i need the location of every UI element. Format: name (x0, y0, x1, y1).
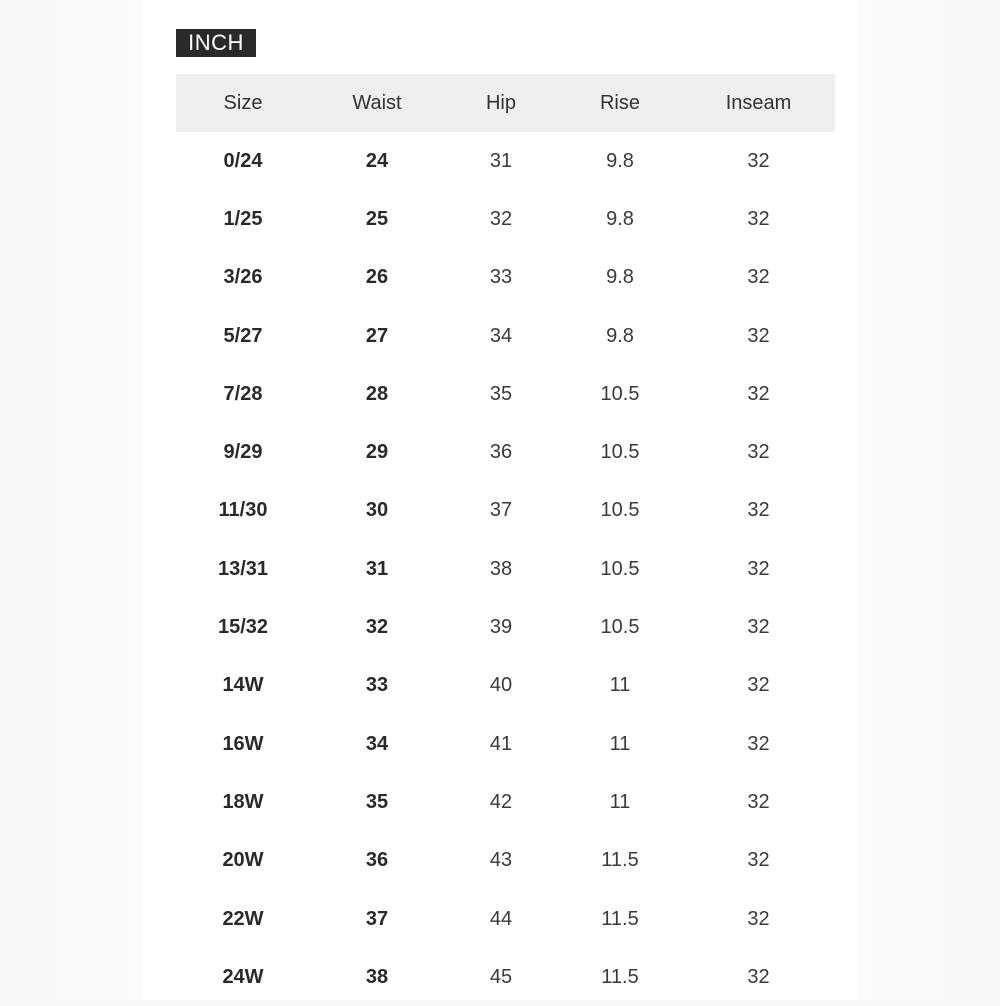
cell-rise: 10.5 (600, 616, 640, 639)
cell-hip: 33 (489, 266, 513, 289)
table-body (176, 132, 835, 1006)
cell-hip: 45 (489, 965, 513, 988)
cell-inseam: 32 (747, 499, 770, 522)
cell-hip: 32 (489, 207, 513, 230)
cell-hip: 37 (489, 499, 513, 522)
header-waist: Waist (352, 91, 402, 114)
cell-size: 16W (222, 732, 264, 755)
cell-hip: 42 (489, 790, 513, 813)
cell-hip: 43 (489, 849, 513, 872)
cell-waist: 27 (365, 324, 389, 347)
table-row (176, 132, 835, 190)
unit-label: INCH (176, 29, 256, 57)
cell-waist: 26 (365, 266, 389, 289)
cell-size: 11/30 (218, 499, 268, 522)
cell-size: 9/29 (223, 441, 263, 464)
cell-rise: 9.8 (606, 266, 634, 289)
cell-size: 7/28 (223, 382, 263, 405)
cell-inseam: 32 (747, 965, 770, 988)
cell-size: 13/31 (217, 557, 269, 580)
cell-rise: 9.8 (606, 324, 634, 347)
cell-waist: 30 (365, 499, 389, 522)
cell-hip: 31 (489, 149, 513, 172)
cell-size: 18W (222, 790, 264, 813)
cell-waist: 35 (365, 790, 389, 813)
cell-hip: 41 (489, 732, 513, 755)
cell-waist: 32 (365, 616, 389, 639)
cell-rise: 11 (609, 674, 631, 697)
cell-rise: 10.5 (600, 382, 640, 405)
table-row (176, 948, 835, 1006)
cell-waist: 33 (365, 674, 389, 697)
cell-inseam: 32 (747, 616, 770, 639)
cell-inseam: 32 (747, 674, 770, 697)
table-row (176, 423, 835, 481)
table-row (176, 249, 835, 307)
size-table (176, 74, 835, 1006)
table-row (176, 657, 835, 715)
cell-hip: 39 (489, 616, 513, 639)
header-hip: Hip (485, 91, 516, 114)
cell-size: 3/26 (223, 266, 263, 289)
cell-waist: 29 (365, 441, 389, 464)
cell-inseam: 32 (747, 849, 770, 872)
table-row (176, 832, 835, 890)
table-row (176, 890, 835, 948)
cell-waist: 24 (365, 149, 389, 172)
cell-inseam: 32 (747, 382, 770, 405)
cell-rise: 11.5 (601, 965, 639, 988)
cell-inseam: 32 (747, 907, 770, 930)
table-row (176, 190, 835, 248)
table-row (176, 773, 835, 831)
cell-inseam: 32 (747, 266, 770, 289)
cell-rise: 10.5 (600, 499, 640, 522)
table-row (176, 307, 835, 365)
cell-rise: 11.5 (601, 849, 639, 872)
cell-size: 20W (222, 849, 264, 872)
table-row (176, 482, 835, 540)
cell-inseam: 32 (747, 441, 770, 464)
cell-rise: 11.5 (601, 907, 639, 930)
cell-size: 24W (222, 965, 264, 988)
cell-waist: 36 (365, 849, 389, 872)
cell-size: 14W (222, 674, 264, 697)
cell-inseam: 32 (747, 790, 770, 813)
table-row (176, 715, 835, 773)
cell-size: 15/32 (217, 616, 269, 639)
table-row (176, 598, 835, 656)
cell-hip: 44 (489, 907, 513, 930)
cell-inseam: 32 (747, 149, 770, 172)
header-rise: Rise (599, 91, 640, 114)
cell-rise: 9.8 (606, 207, 634, 230)
cell-rise: 10.5 (600, 557, 640, 580)
cell-waist: 38 (365, 965, 389, 988)
table-header-row (176, 74, 835, 132)
cell-size: 1/25 (223, 207, 263, 230)
cell-waist: 25 (365, 207, 389, 230)
table-row (176, 365, 835, 423)
cell-inseam: 32 (747, 557, 770, 580)
cell-rise: 10.5 (600, 441, 640, 464)
cell-hip: 38 (489, 557, 513, 580)
cell-hip: 34 (489, 324, 513, 347)
cell-inseam: 32 (747, 207, 770, 230)
cell-rise: 9.8 (606, 149, 634, 172)
cell-waist: 31 (365, 557, 389, 580)
cell-inseam: 32 (747, 324, 770, 347)
header-inseam: Inseam (725, 91, 792, 114)
cell-waist: 28 (365, 382, 389, 405)
header-size: Size (223, 91, 263, 114)
cell-hip: 36 (489, 441, 513, 464)
cell-size: 5/27 (223, 324, 263, 347)
cell-waist: 34 (365, 732, 389, 755)
cell-size: 0/24 (223, 149, 263, 172)
cell-rise: 11 (609, 790, 631, 813)
cell-waist: 37 (365, 907, 389, 930)
cell-hip: 40 (489, 674, 513, 697)
cell-hip: 35 (489, 382, 513, 405)
cell-rise: 11 (609, 732, 631, 755)
cell-size: 22W (222, 907, 264, 930)
table-row (176, 540, 835, 598)
cell-inseam: 32 (747, 732, 770, 755)
